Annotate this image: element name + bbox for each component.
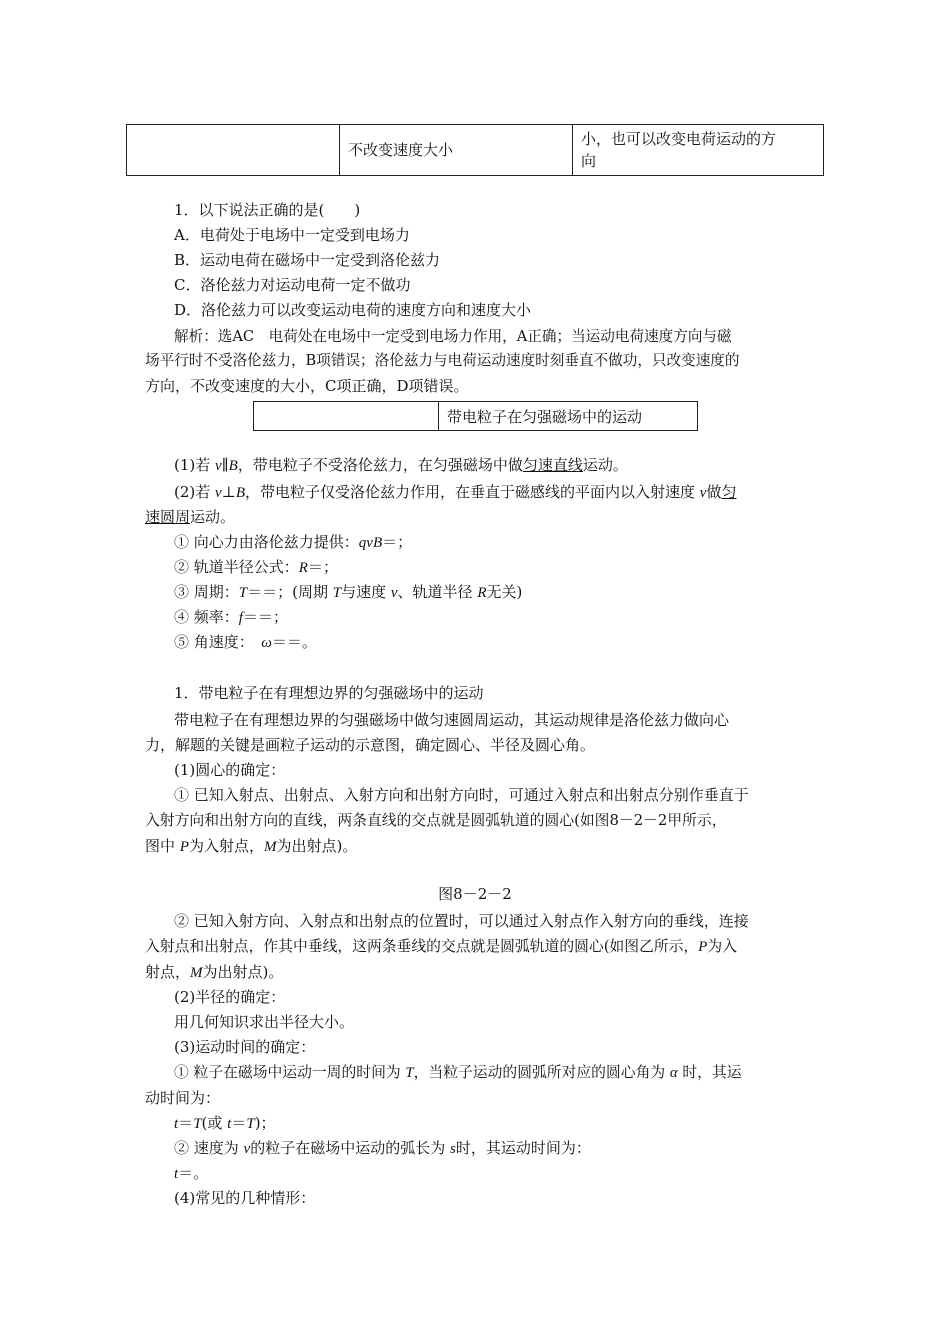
option-b: B．运动电荷在磁场中一定受到洛伦兹力 <box>174 251 441 269</box>
table-cell <box>573 125 824 176</box>
formula-radius: ② 轨道半径公式：R＝； <box>174 558 338 576</box>
formula-angular-velocity: ⑤ 角速度： ω＝＝。 <box>174 633 317 651</box>
section-title: 1．带电粒子在有理想边界的匀强磁场中的运动 <box>174 684 484 702</box>
paragraph-line: 图中 P为入射点，M为出射点)。 <box>145 837 358 855</box>
table-cell: 不改变速度大小 <box>340 125 573 176</box>
table-row <box>127 125 824 176</box>
table-cell-line: 小，也可以改变电荷运动的方 <box>581 130 777 148</box>
comparison-table <box>126 124 824 176</box>
formula-time: t＝T(或 t＝T)； <box>174 1114 276 1132</box>
paragraph-line: 射点，M为出射点)。 <box>145 963 284 981</box>
paragraph-line: 带电粒子在有理想边界的匀强磁场中做匀速圆周运动，其运动规律是洛伦兹力做向心 <box>174 711 730 729</box>
formula-frequency: ④ 频率：f＝＝； <box>174 608 288 626</box>
section-header-box <box>253 401 698 431</box>
option-a: A．电荷处于电场中一定受到电场力 <box>174 226 410 244</box>
table-row <box>254 402 698 431</box>
section-header-title: 带电粒子在匀强磁场中的运动 <box>439 402 698 431</box>
formula-time-arc: t＝。 <box>174 1164 209 1182</box>
paragraph-line: ② 速度为 v的粒子在磁场中运动的弧长为 s时，其运动时间为： <box>174 1139 591 1157</box>
subsection-title: (2)半径的确定： <box>174 988 286 1006</box>
motion-case-2-cont: 速圆周运动。 <box>145 508 236 526</box>
paragraph-line: 动时间为： <box>145 1089 221 1107</box>
question-stem: 1．以下说法正确的是( ) <box>174 201 361 219</box>
table-cell <box>127 125 340 176</box>
paragraph-line: 用几何知识求出半径大小。 <box>174 1013 355 1031</box>
subsection-title: (4)常见的几种情形： <box>174 1189 316 1207</box>
subsection-title: (1)圆心的确定： <box>174 761 286 779</box>
table-cell-line: 向 <box>581 152 597 170</box>
answer-line: 方向，不改变速度的大小，C项正确，D项错误。 <box>145 377 469 395</box>
paragraph-line: 力，解题的关键是画粒子运动的示意图，确定圆心、半径及圆心角。 <box>145 736 596 754</box>
paragraph-line: 入射方向和出射方向的直线，两条直线的交点就是圆弧轨道的圆心(如图8－2－2甲所示， <box>145 812 727 829</box>
motion-case-2: (2)若 v⊥B，带电粒子仅受洛伦兹力作用，在垂直于磁感线的平面内以入射速度 v做匀 <box>174 483 737 501</box>
option-c: C．洛伦兹力对运动电荷一定不做功 <box>174 276 411 294</box>
formula-period: ③ 周期：T＝＝；(周期 T与速度 v、轨道半径 R无关) <box>174 583 523 601</box>
answer-line: 场平行时不受洛伦兹力，B项错误；洛伦兹力与电荷运动速度时刻垂直不做功，只改变速度的 <box>145 352 740 369</box>
paragraph-line: ② 已知入射方向、入射点和出射点的位置时，可以通过入射点作入射方向的垂线，连接 <box>174 912 749 930</box>
formula-centripetal: ① 向心力由洛伦兹力提供：qvB＝； <box>174 533 413 551</box>
paragraph-line: ① 粒子在磁场中运动一周的时间为 T，当粒子运动的圆弧所对应的圆心角为 α 时，其运 <box>174 1064 742 1081</box>
subsection-title: (3)运动时间的确定： <box>174 1038 316 1056</box>
answer-line: 解析：选AC 电荷处在电场中一定受到电场力作用，A正确；当运动电荷速度方向与磁 <box>174 328 732 345</box>
section-header-left <box>254 402 439 431</box>
figure-caption: 图8－2－2 <box>438 885 512 903</box>
paragraph-line: ① 已知入射点、出射点、入射方向和出射方向时，可通过入射点和出射点分别作垂直于 <box>174 786 749 804</box>
paragraph-line: 入射点和出射点，作其中垂线，这两条垂线的交点就是圆弧轨道的圆心(如图乙所示，P为入 <box>145 938 737 955</box>
motion-case-1: (1)若 v∥B，带电粒子不受洛伦兹力，在匀强磁场中做匀速直线运动。 <box>174 456 628 474</box>
option-d: D．洛伦兹力可以改变运动电荷的速度方向和速度大小 <box>174 301 532 319</box>
